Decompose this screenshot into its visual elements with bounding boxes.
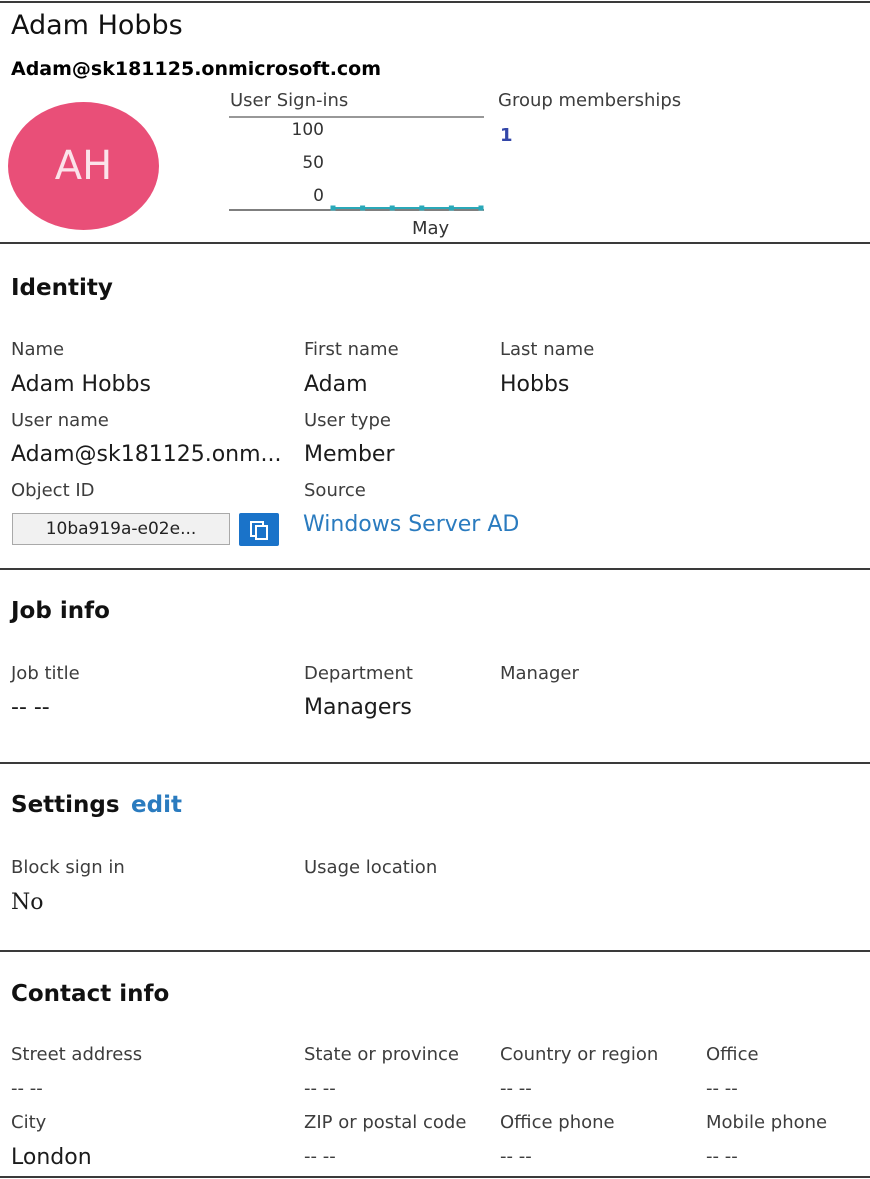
identity-section-title: Identity xyxy=(11,275,113,301)
divider-job-info xyxy=(0,568,870,570)
signins-data-point xyxy=(479,206,484,211)
settings-edit-link[interactable]: edit xyxy=(131,792,182,818)
copy-icon xyxy=(239,513,279,546)
user-name-value: Adam@sk181125.onm... xyxy=(11,442,282,467)
copy-object-id-button[interactable] xyxy=(239,513,279,546)
city-label: City xyxy=(11,1112,47,1133)
first-name-value: Adam xyxy=(304,372,368,397)
block-sign-in-value: No xyxy=(11,890,44,915)
signins-y-tick-0: 0 xyxy=(313,186,324,206)
object-id-field[interactable] xyxy=(12,513,230,545)
user-type-label: User type xyxy=(304,410,391,431)
country-label: Country or region xyxy=(500,1044,659,1065)
signins-y-tick-50: 50 xyxy=(302,153,324,173)
first-name-label: First name xyxy=(304,339,399,360)
signins-data-point xyxy=(360,206,365,211)
settings-section-title: Settings xyxy=(11,792,120,818)
mobile-phone-label: Mobile phone xyxy=(706,1112,828,1133)
signins-title[interactable]: User Sign-ins xyxy=(230,90,349,111)
state-label: State or province xyxy=(304,1044,459,1065)
office-label: Office xyxy=(706,1044,759,1065)
block-sign-in-label: Block sign in xyxy=(11,857,125,878)
country-value: -- -- xyxy=(500,1078,532,1099)
job-info-section-title: Job info xyxy=(11,598,110,624)
object-id-label: Object ID xyxy=(11,480,95,501)
signins-data-point xyxy=(390,206,395,211)
signins-y-tick-100: 100 xyxy=(291,120,324,140)
source-value[interactable]: Windows Server AD xyxy=(303,512,520,537)
user-display-name: Adam Hobbs xyxy=(11,10,183,41)
user-name-label: User name xyxy=(11,410,109,431)
usage-location-label: Usage location xyxy=(304,857,438,878)
group-memberships-count[interactable]: 1 xyxy=(500,125,513,146)
office-value: -- -- xyxy=(706,1078,738,1099)
signins-data-point xyxy=(449,206,454,211)
street-address-value: -- -- xyxy=(11,1078,43,1099)
job-title-label: Job title xyxy=(11,663,80,684)
avatar-initials: AH xyxy=(54,143,113,189)
last-name-value: Hobbs xyxy=(500,372,570,397)
department-value: Managers xyxy=(304,695,412,720)
signins-data-point xyxy=(331,206,336,211)
signins-x-label: May xyxy=(412,218,450,239)
zip-value: -- -- xyxy=(304,1146,336,1167)
name-value: Adam Hobbs xyxy=(11,372,151,397)
zip-label: ZIP or postal code xyxy=(304,1112,467,1133)
name-label: Name xyxy=(11,339,65,360)
last-name-label: Last name xyxy=(500,339,595,360)
divider-settings xyxy=(0,762,870,764)
state-value: -- -- xyxy=(304,1078,336,1099)
signins-data-point xyxy=(419,206,424,211)
job-title-value: -- -- xyxy=(11,695,50,720)
office-phone-value: -- -- xyxy=(500,1146,532,1167)
contact-info-section-title: Contact info xyxy=(11,981,170,1007)
object-id-value: 10ba919a-e02e... xyxy=(45,519,197,539)
office-phone-label: Office phone xyxy=(500,1112,615,1133)
bottom-divider xyxy=(0,1176,870,1178)
manager-label: Manager xyxy=(500,663,579,684)
source-label: Source xyxy=(304,480,366,501)
user-email: Adam@sk181125.onmicrosoft.com xyxy=(11,58,382,80)
city-value: London xyxy=(11,1145,92,1170)
department-label: Department xyxy=(304,663,413,684)
group-memberships-title[interactable]: Group memberships xyxy=(498,90,682,111)
mobile-phone-value: -- -- xyxy=(706,1146,738,1167)
divider-contact-info xyxy=(0,950,870,952)
street-address-label: Street address xyxy=(11,1044,143,1065)
user-type-value: Member xyxy=(304,442,395,467)
divider-identity xyxy=(0,242,870,244)
